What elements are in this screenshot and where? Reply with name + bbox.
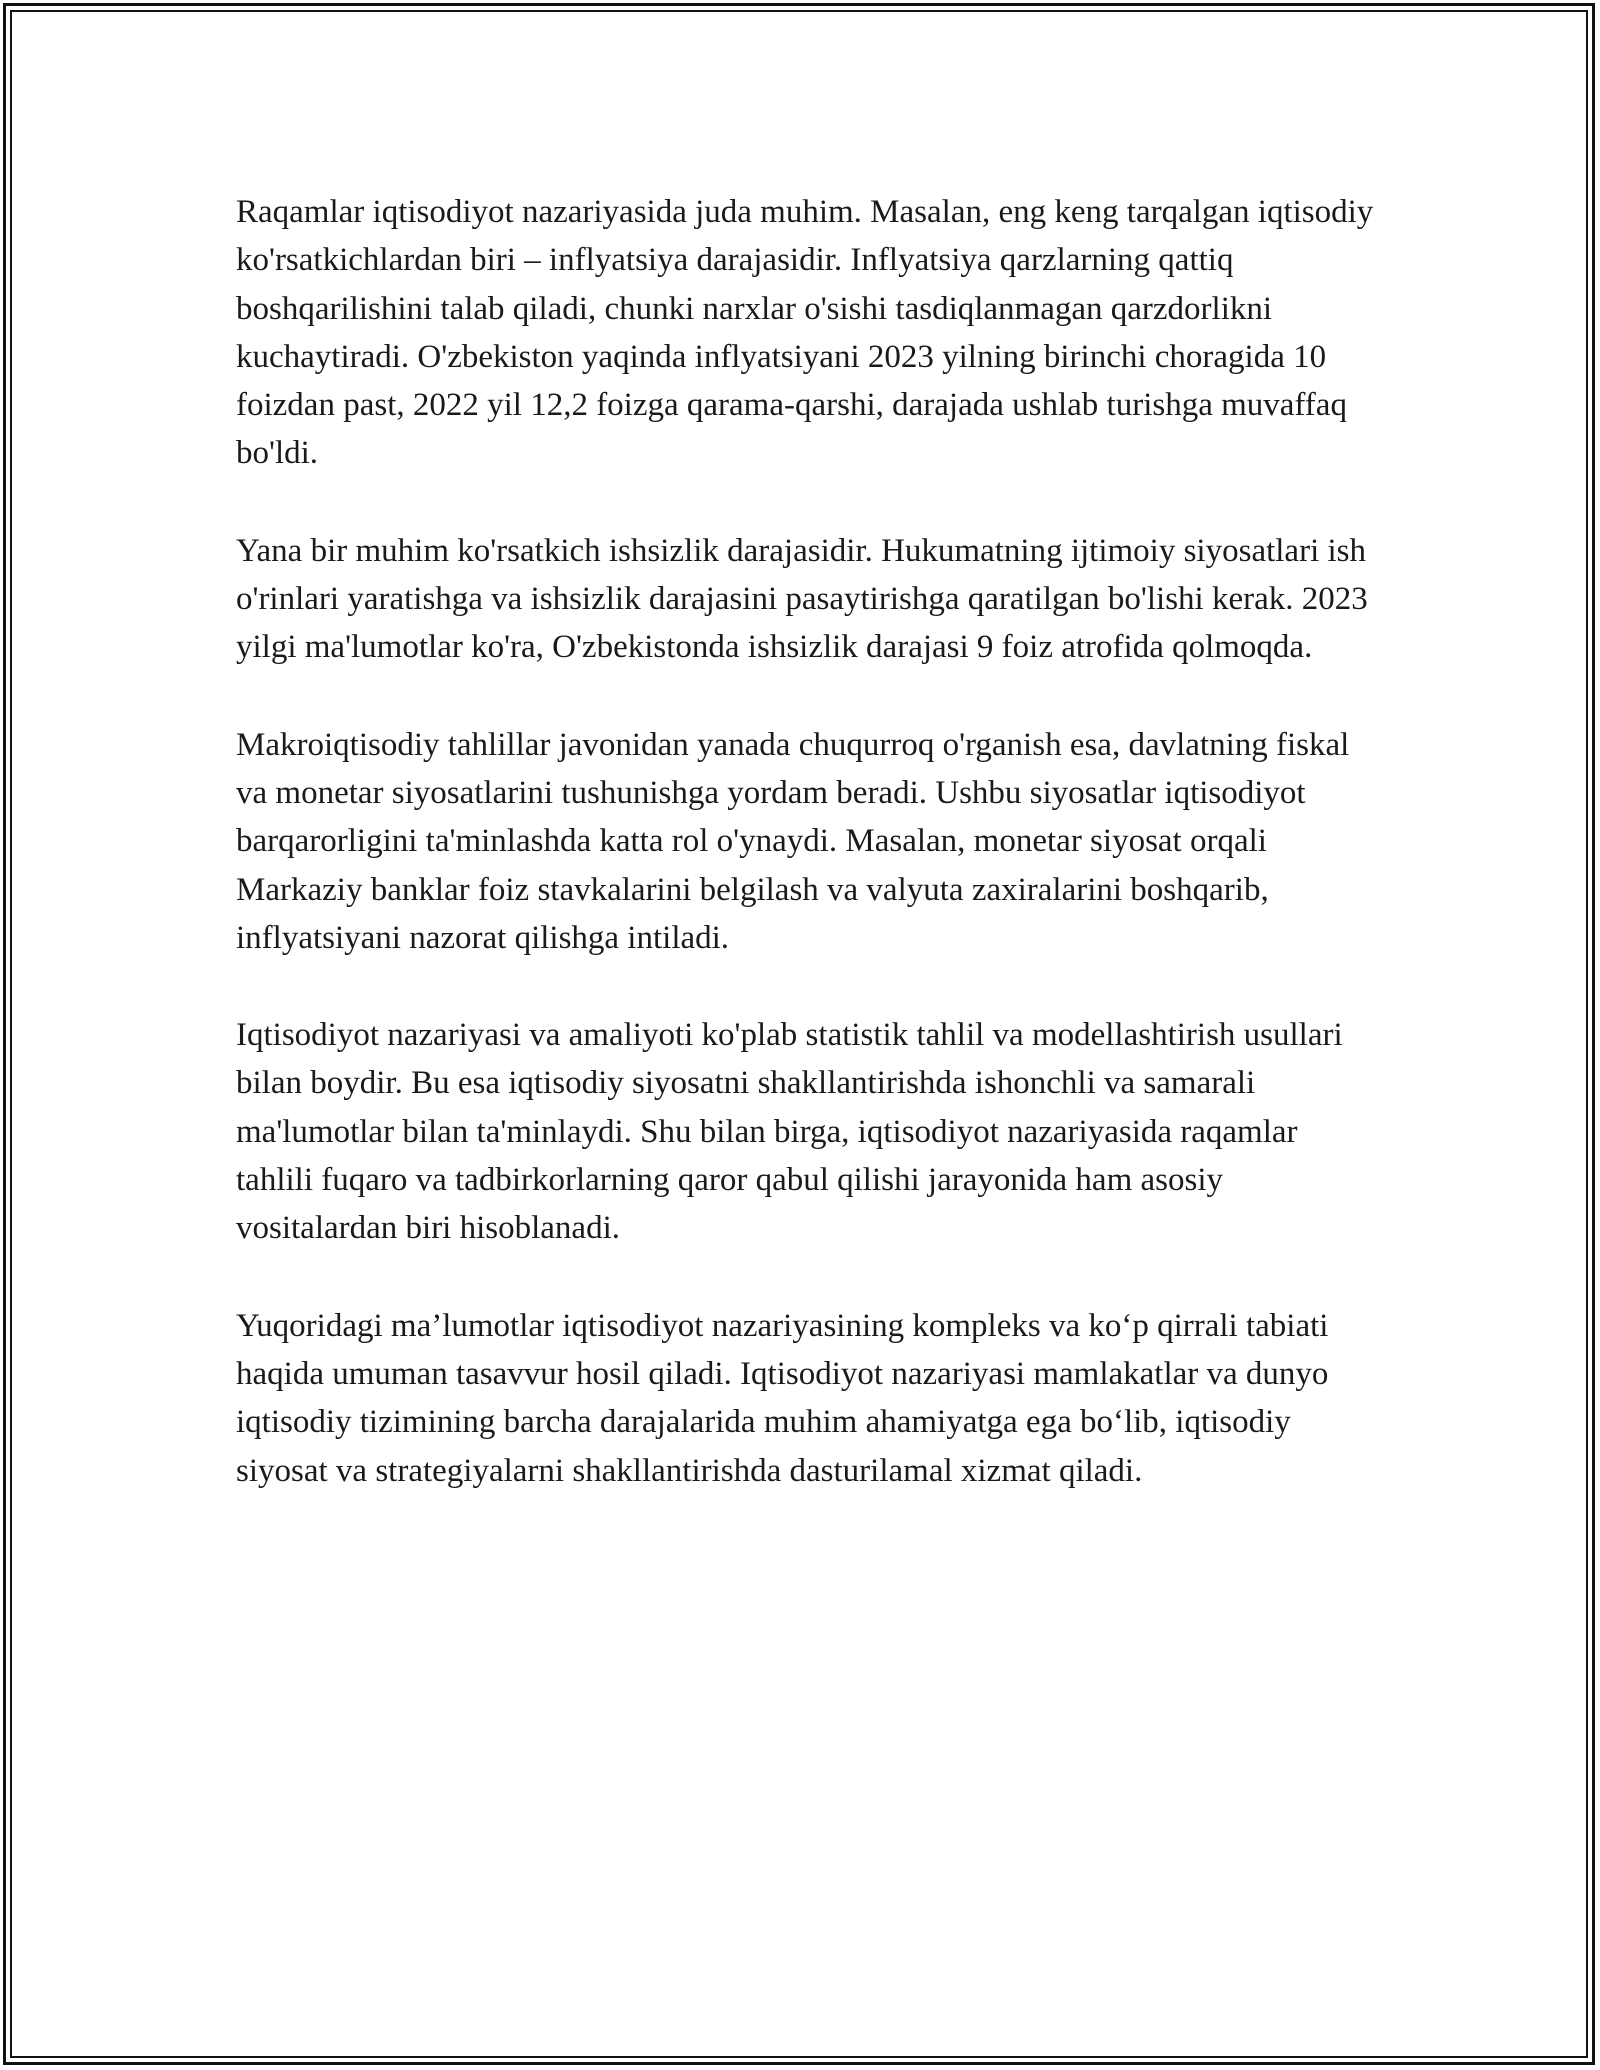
paragraph-conclusion: Yuqoridagi ma’lumotlar iqtisodiyot nazariyasining kompleks va ko‘p qirrali tabiati haqida umuman tasavvur hosil qiladi. Iqtisodiyot nazariyasi mamlakatlar va dunyo iqtisodiy tizimining barcha darajalarida muhim ahamiyatga ega bo‘lib, iqtisodiy siyosat va strategiyalarni shakllantirishda dasturilamal xizmat qiladi. xyxy=(236,1307,1329,1489)
paragraph-macroeconomic-policy: Makroiqtisodiy tahlillar javonidan yanada chuqurroq o'rganish esa, davlatning fiskal va monetar siyosatlarini tushunishga yordam beradi. Ushbu siyosatlar iqtisodiyot barqarorligini ta'minlashda katta rol o'ynaydi. Masalan, monetar siyosat orqali Markaziy banklar foiz stavkalarini belgilash va valyuta zaxiralarini boshqarib, inflyatsiyani nazorat qilishga intiladi. xyxy=(236,726,1350,956)
paragraph-unemployment: Yana bir muhim ko'rsatkich ishsizlik darajasidir. Hukumatning ijtimoiy siyosatlari ish o'rinlari yaratishga va ishsizlik darajasini pasaytirishga qaratilgan bo'lishi kerak. 2023 yilgi ma'lumotlar ko'ra, O'zbekistonda ishsizlik darajasi 9 foiz atrofida qolmoqda. xyxy=(236,532,1368,666)
paragraph-statistical-analysis: Iqtisodiyot nazariyasi va amaliyoti ko'plab statistik tahlil va modellashtirish usullari bilan boydir. Bu esa iqtisodiy siyosatni shakllantirishda ishonchli va samarali ma'lumotlar bilan ta'minlaydi. Shu bilan birga, iqtisodiyot nazariyasida raqamlar tahlili fuqaro va tadbirkorlarning qaror qabul qilishi jarayonida ham asosiy vositalardan biri hisoblanadi. xyxy=(236,1017,1343,1247)
document-body xyxy=(236,188,1376,1544)
paragraph-inflation: Raqamlar iqtisodiyot nazariyasida juda muhim. Masalan, eng keng tarqalgan iqtisodiy ko'rsatkichlardan biri – inflyatsiya darajasidir. Inflyatsiya qarzlarning qattiq boshqarilishini talab qiladi, chunki narxlar o'sishi tasdiqlanmagan qarzdorlikni kuchaytiradi. O'zbekiston yaqinda inflyatsiyani 2023 yilning birinchi choragida 10 foizdan past, 2022 yil 12,2 foizga qarama-qarshi, darajada ushlab turishga muvaffaq bo'ldi. xyxy=(236,194,1374,472)
